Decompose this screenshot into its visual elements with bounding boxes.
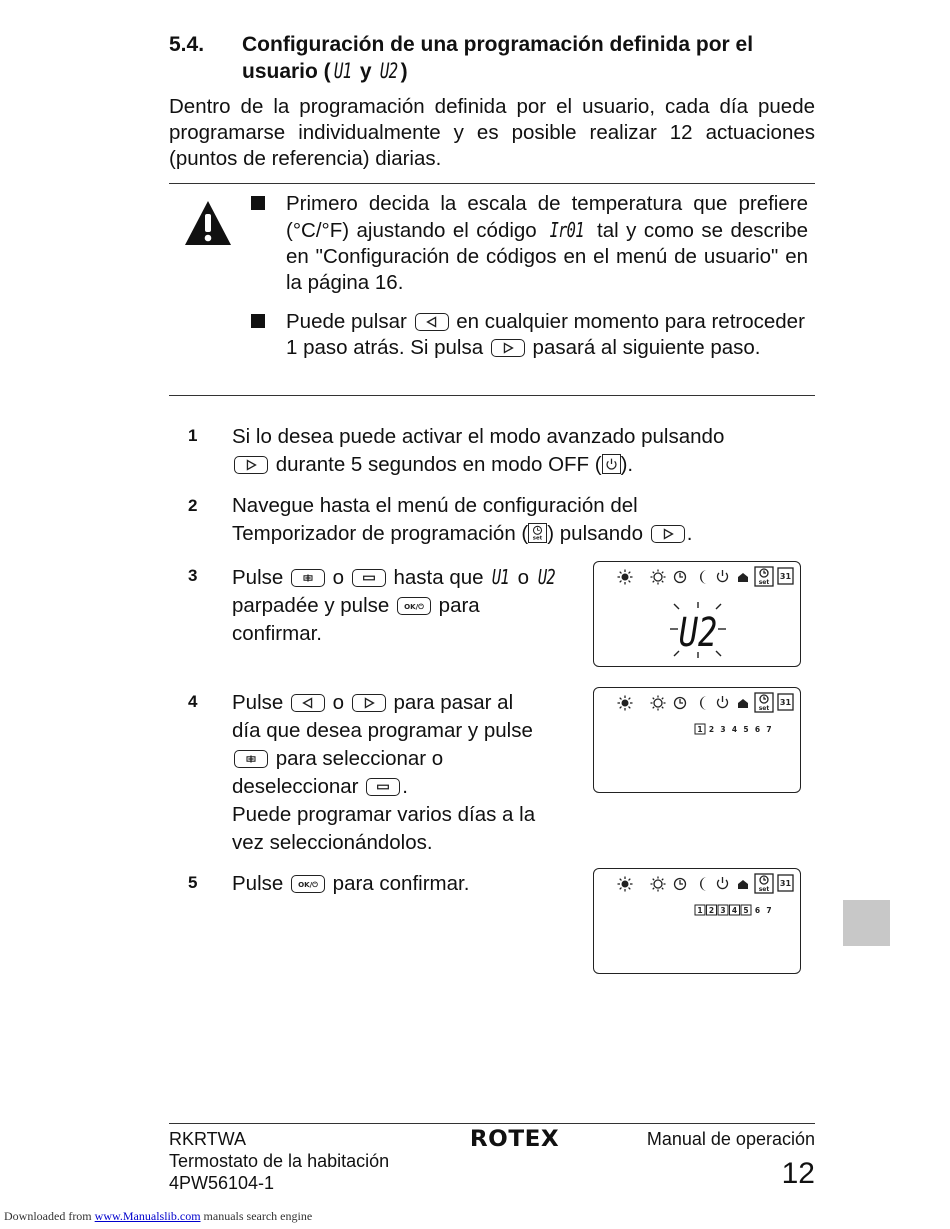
step-number-1: 1 [188,426,198,445]
svg-text:4: 4 [731,906,738,915]
day-1 [695,905,705,915]
section-title-line1: Configuración de una programación definida por el [242,33,754,56]
svg-text:OK/⏻: OK/⏻ [298,880,318,890]
svg-text:5: 5 [743,725,749,734]
svg-text:3: 3 [720,906,726,915]
svg-text:set: set [533,535,543,542]
day-5 [743,725,748,734]
lcd-status-icons [594,562,802,668]
step-3: Pulse o hasta que U1 o U2 parpadée y pulse OK/⏻ para confirmar. [232,565,555,645]
step-number-5: 5 [188,873,198,892]
forward-key-icon [234,456,268,474]
day-2 [707,905,717,915]
timer-set-icon [528,523,547,543]
day-6 [755,906,760,915]
section-title: Configuración de una programación definida por el usuario ( U1 y U2 ) [242,33,754,83]
calendar-icon [778,694,793,710]
svg-text:1: 1 [697,725,703,734]
day-4 [732,725,737,734]
moon-icon [700,570,707,584]
back-key-icon [415,313,449,331]
away-icon [738,880,748,889]
svg-text:OK/⏻: OK/⏻ [404,602,424,612]
minus-key-icon [352,569,386,587]
svg-text:1: 1 [697,906,703,915]
step-4: Pulse o para pasar al día que desea programar y pulse para seleccionar o deseleccionar . Puede programar varios días a la vez seleccionándolos. [232,691,536,854]
day-4 [730,905,740,915]
clock-icon [675,698,686,709]
footer-rule [169,1123,815,1124]
svg-text:2: 2 [708,725,715,734]
svg-text:6: 6 [754,725,761,734]
lcd-icon-row [618,874,794,893]
lcd-status-icons [594,688,802,794]
section-thumb-tab [843,900,890,946]
power-icon [718,877,728,889]
day-7 [766,725,771,734]
timer-set-icon [755,567,773,586]
lcd-icon-row [618,693,794,712]
code-u1: U1 [333,59,352,83]
lcd-day-row [695,905,772,915]
plus-key-icon [291,569,325,587]
svg-text:5: 5 [743,906,749,915]
divider-top [169,183,815,184]
footer-product: Termostato de la habitación [169,1151,390,1171]
moon-icon [700,696,707,710]
step-number-3: 3 [188,566,198,585]
forward-key-icon [491,339,525,357]
note-2: Puede pulsar en cualquier momento para retroceder 1 paso atrás. Si pulsa pasará al siguiente paso. [286,310,805,359]
lcd-icon-row [618,567,794,586]
svg-text:6: 6 [754,906,761,915]
day-2 [709,725,714,734]
ok-key-icon [291,875,325,893]
calendar-icon [778,568,793,584]
forward-key-icon [352,694,386,712]
minus-key-icon [366,778,400,796]
code-u1: U1 [492,565,510,589]
lcd-big-code: U2 [678,608,718,656]
code-ir01: Ir01 [549,218,584,242]
comfort-icon [651,696,666,711]
away-icon [738,699,748,708]
svg-text:31: 31 [779,879,792,888]
lcd-day-row [695,724,772,734]
day-6 [755,725,760,734]
power-icon [718,696,728,708]
footer-model: RKRTWA [169,1129,247,1149]
plus-key-icon [234,750,268,768]
comfort-icon [651,877,666,892]
calendar-icon [778,875,793,891]
day-1 [695,724,705,734]
brand-logo: ROTEX [469,1127,560,1152]
note-bullet-2 [251,314,265,328]
step-2: Navegue hasta el menú de configuración del Temporizador de programación ( set ) pulsando . [232,494,693,545]
step-5: Pulse OK/⏻ para confirmar. [232,872,470,895]
moon-icon [700,877,707,891]
manualslib-link[interactable]: www.Manualslib.com [94,1209,201,1223]
power-icon [718,570,728,582]
note-1: Primero decida la escala de temperatura que prefiere (°C/°F) ajustando el código Ir01 tal y como se describe en "Configuración de códigos en el menú de usuario" en la página 16. [286,192,808,294]
svg-text:7: 7 [766,906,772,915]
day-5 [741,905,751,915]
footer-doc-number: 4PW56104-1 [169,1173,275,1193]
sun-icon [618,570,633,585]
warning-icon [183,199,233,247]
note-bullet-1 [251,196,265,210]
step-number-4: 4 [188,692,198,711]
page-number: 12 [781,1157,815,1190]
back-key-icon [291,694,325,712]
intro-paragraph: Dentro de la programación definida por el usuario, cada día puede programarse individualmente y es posible realizar 12 actuaciones (puntos de referencia) diarias. [169,95,815,170]
sun-icon [618,877,633,892]
svg-text:set: set [758,579,770,586]
footer-manual: Manual de operación [646,1129,815,1149]
lcd-status-icons [594,869,802,975]
ok-key-icon [397,597,431,615]
svg-text:3: 3 [720,725,726,734]
day-3 [718,905,728,915]
timer-set-icon [755,693,773,712]
day-7 [766,906,771,915]
svg-text:31: 31 [779,572,792,581]
power-icon [602,454,621,474]
timer-set-icon [755,874,773,893]
day-3 [720,725,725,734]
svg-text:4: 4 [731,725,738,734]
clock-icon [675,879,686,890]
forward-key-icon [651,525,685,543]
lcd-display-3 [593,868,801,974]
step-number-2: 2 [188,496,198,515]
svg-text:set: set [758,705,770,712]
clock-icon [675,572,686,583]
divider-bottom [169,395,815,396]
lcd-display-1 [593,561,801,667]
sun-icon [618,696,633,711]
lcd-display-2 [593,687,801,793]
away-icon [738,573,748,582]
code-u2: U2 [537,565,555,589]
comfort-icon [651,570,666,585]
footer-left [169,1128,389,1194]
svg-text:2: 2 [708,906,715,915]
code-u2: U2 [380,59,398,83]
svg-text:31: 31 [779,698,792,707]
svg-text:set: set [758,886,770,893]
section-number: 5.4. [169,33,205,56]
download-note: Downloaded from www.Manualslib.com manuals search engine [4,1209,313,1223]
step-1: Si lo desea puede activar el modo avanzado pulsando durante 5 segundos en modo OFF ( ). [232,425,725,476]
svg-text:7: 7 [766,725,772,734]
